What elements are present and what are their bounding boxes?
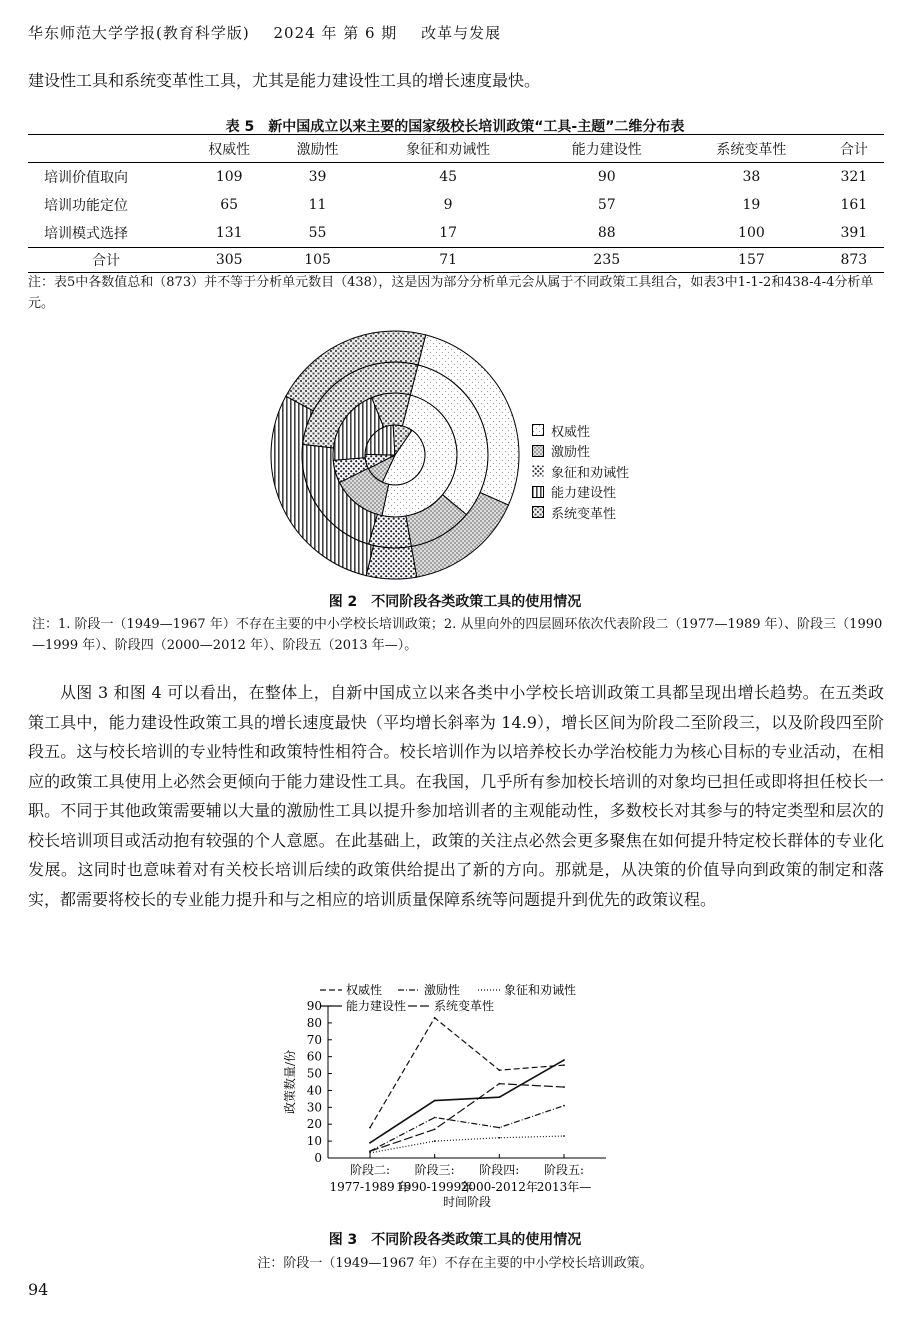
row-label: 培训模式选择 (44, 226, 128, 242)
figure3-caption: 图 3 不同阶段各类政策工具的使用情况 (328, 1232, 582, 1248)
legend-item (532, 420, 629, 441)
legend-swatch (532, 506, 544, 518)
legend-item (532, 461, 629, 482)
legend-label: 权威性 (346, 983, 383, 997)
y-tick-label: 0 (314, 1151, 322, 1165)
series-point-0-0 (369, 1127, 371, 1129)
table-cell: 55 (308, 225, 327, 241)
table-row (28, 163, 884, 192)
x-tick-label: 2013年— (536, 1180, 592, 1194)
series-point-4-1 (434, 1128, 436, 1130)
series-point-2-3 (563, 1135, 565, 1137)
y-tick-label: 90 (306, 999, 322, 1013)
table-row (28, 219, 884, 248)
table-cell: 131 (215, 225, 243, 241)
series-point-2-1 (434, 1140, 436, 1142)
x-tick-label: 2000-2012年 (460, 1180, 538, 1194)
table-cell: 19 (742, 197, 761, 213)
table-cell: 873 (824, 248, 884, 273)
series-point-3-3 (563, 1059, 565, 1061)
figure2-note: 注：1. 阶段一（1949—1967 年）不存在主要的中小学校长培训政策；2. 从里向外的四层圆环依次代表阶段二（1977—1989 年）、阶段三（1990—1999 年）、阶段四（2000—2012 年）、阶段五（2013 年—）。 (32, 617, 883, 653)
running-header (28, 22, 519, 43)
legend-label: 激励性 (424, 983, 461, 997)
table-cell: 109 (215, 169, 243, 185)
x-tick-label: 阶段五: (543, 1163, 585, 1177)
body-paragraph: 从图 3 和图 4 可以看出，在整体上，自新中国成立以来各类中小学校长培训政策工具都呈现出增长趋势。在五类政策工具中，能力建设性政策工具的增长速度最快（平均增长斜率为 14.9），增长区间为阶段二至阶段三，以及阶段四至阶段五。这与校长培训的专业特性和政策特性相符合。校长培训作为以培养校长办学治校能力为核心目标的专业活动，在相应的政策工具使用上必然会更倾向于能力建设性工具。在我国，几乎所有参加校长培训的对象均已担任或即将担任校长一职。不同于其他政策需要辅以大量的激励性工具以提升参加培训者的主观能动性，多数校长对其参与的特定类型和层次的校长培训项目或活动抱有较强的个人意愿。在此基础上，政策的关注点必然会更多聚焦在如何提升特定校长群体的专业化发展。这同时也意味着对有关校长培训后续的政策供给提出了新的方向。那就是，从决策的价值导向到政策的制定和落实，都需要将校长的专业能力提升和与之相应的培训质量保障系统等问题提升到优先的政策议程。 (28, 683, 884, 909)
table-cell: 235 (534, 248, 679, 273)
table-header-cell: 系统变革性 (679, 135, 824, 163)
series-point-2-2 (498, 1137, 500, 1139)
table-cell: 57 (597, 197, 616, 213)
table-header-cell: 能力建设性 (534, 135, 679, 163)
table-header-cell: 合计 (824, 135, 884, 163)
series-line-1 (370, 1106, 564, 1152)
table-cell: 305 (185, 248, 273, 273)
y-tick-label: 10 (306, 1134, 322, 1149)
y-tick-label: 40 (306, 1083, 322, 1098)
table-cell: 71 (362, 248, 535, 273)
intro-text: 建设性工具和系统变革性工具，尤其是能力建设性工具的增长速度最快。 (28, 71, 541, 90)
table-header-cell: 激励性 (273, 135, 361, 163)
y-tick-label: 70 (306, 1032, 322, 1047)
series-point-0-3 (563, 1064, 565, 1066)
line-chart (276, 980, 656, 1220)
row-label: 培训价值取向 (44, 170, 128, 186)
table-cell: 39 (308, 169, 327, 185)
series-point-4-0 (369, 1150, 371, 1152)
legend-item (532, 441, 629, 462)
legend-item (532, 502, 629, 523)
legend-item (532, 482, 629, 503)
legend-label: 能力建设性 (551, 486, 617, 502)
series-line-2 (370, 1136, 564, 1153)
series-point-0-2 (498, 1069, 500, 1071)
series-point-4-2 (498, 1083, 500, 1085)
y-tick-label: 30 (306, 1100, 322, 1115)
donut-legend (532, 420, 629, 523)
page-number: 94 (28, 1280, 49, 1299)
y-tick-label: 60 (306, 1049, 322, 1064)
journal-section: 改革与发展 (421, 24, 502, 42)
table-cell: 161 (840, 197, 868, 213)
table-header-row (28, 135, 884, 163)
series-point-1-3 (563, 1105, 565, 1107)
table-cell: 90 (597, 169, 616, 185)
series-point-1-1 (434, 1117, 436, 1119)
nested-donut-chart (270, 330, 520, 580)
x-axis-label: 时间阶段 (442, 1195, 492, 1209)
table-cell: 38 (742, 169, 761, 185)
legend-label: 激励性 (551, 445, 591, 461)
series-line-4 (370, 1084, 564, 1152)
table-note: 注：表5中各数值总和（873）并不等于分析单元数目（438），这是因为部分分析单元会从属于不同政策工具组合，如表3中1-1-2和438-4-4分析单元。 (28, 275, 874, 311)
series-point-2-0 (369, 1152, 371, 1154)
journal-name: 华东师范大学学报(教育科学版) (28, 24, 250, 42)
legend-label: 系统变革性 (551, 506, 617, 522)
x-tick-label: 阶段四: (479, 1163, 520, 1177)
y-axis-label: 政策数量/份 (283, 1049, 297, 1115)
table-cell: 17 (439, 225, 458, 241)
y-tick-label: 20 (306, 1117, 322, 1132)
series-line-3 (370, 1060, 564, 1143)
y-tick-label: 80 (306, 1015, 322, 1030)
series-point-3-0 (369, 1142, 371, 1144)
x-tick-label: 1977-1989 年 (329, 1180, 411, 1194)
legend-swatch (532, 486, 544, 498)
series-point-4-3 (563, 1086, 565, 1088)
legend-label: 象征和劝诫性 (504, 983, 577, 997)
table-cell: 391 (840, 225, 868, 241)
legend-swatch (532, 445, 544, 457)
table-cell: 65 (220, 197, 239, 213)
legend-label: 能力建设性 (346, 999, 407, 1013)
x-tick-label: 阶段二: (349, 1163, 391, 1177)
series-point-3-1 (434, 1100, 436, 1102)
table-header-cell: 权威性 (185, 135, 273, 163)
legend-swatch (532, 465, 544, 477)
row-label: 培训功能定位 (44, 198, 128, 214)
journal-issue: 2024 年 第 6 期 (273, 24, 398, 42)
table-header-cell (28, 135, 185, 163)
series-point-1-2 (498, 1127, 500, 1129)
table-cell: 45 (439, 169, 458, 185)
table-cell: 11 (308, 197, 327, 213)
data-table (28, 134, 884, 273)
table-cell: 100 (738, 225, 765, 241)
x-tick-label: 1990-1999年 (396, 1180, 474, 1194)
table-header-cell: 象征和劝诫性 (362, 135, 535, 163)
series-point-0-1 (434, 1017, 436, 1019)
figure2-caption: 图 2 不同阶段各类政策工具的使用情况 (328, 594, 582, 610)
table-title: 表 5 新中国成立以来主要的国家级校长培训政策“工具-主题”二维分布表 (225, 119, 685, 135)
figure3-note: 注：阶段一（1949—1967 年）不存在主要的中小学校长培训政策。 (257, 1256, 653, 1271)
legend-label: 系统变革性 (434, 999, 495, 1013)
table-cell: 9 (443, 197, 453, 213)
y-tick-label: 50 (306, 1066, 322, 1081)
series-line-0 (370, 1018, 564, 1128)
series-point-3-2 (498, 1096, 500, 1098)
legend-label: 权威性 (551, 424, 591, 440)
row-label: 合计 (28, 248, 185, 273)
x-tick-label: 阶段三: (414, 1163, 455, 1177)
legend-label: 象征和劝诫性 (551, 465, 630, 481)
legend-swatch (532, 424, 544, 436)
table-row (28, 191, 884, 219)
table-cell: 321 (840, 169, 868, 185)
table-cell: 157 (679, 248, 824, 273)
table-total-row (28, 248, 884, 273)
table-cell: 105 (273, 248, 361, 273)
table-cell: 88 (597, 225, 616, 241)
donut-slice-ring5-symbolic (366, 545, 417, 579)
